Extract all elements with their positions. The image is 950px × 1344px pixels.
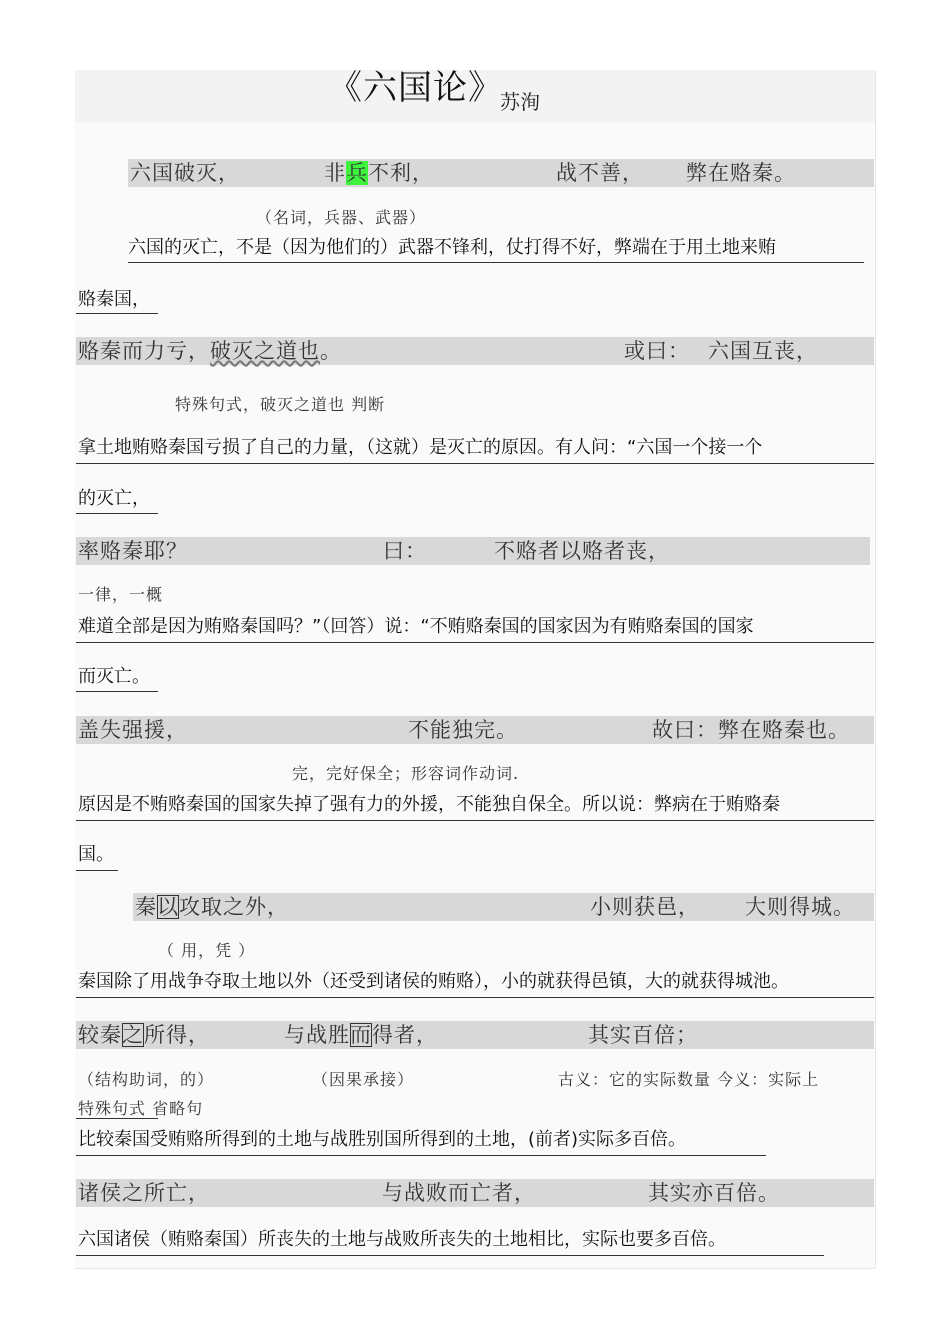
underline: [76, 820, 874, 821]
orig-3-c: 不赂者以赂者丧，: [494, 539, 670, 563]
orig-1-b3: 不利，: [368, 161, 434, 185]
annotation-1: （名词，兵器、武器）: [256, 208, 427, 227]
annotation-4: 完，完好保全；形容词作动词.: [292, 764, 520, 783]
translation-3a: 难道全部是因为贿赂秦国吗？”（回答）说：“不贿赂秦国的国家因为有贿赂秦国的国家: [78, 616, 754, 637]
annotation-2: 特殊句式，破灭之道也 判断: [175, 395, 386, 414]
translation-1a: 六国的灭亡，不是（因为他们的）武器不锋利，仗打得不好，弊端在于用土地来贿: [128, 237, 776, 258]
orig-2-a: [78, 337, 342, 365]
underline: [128, 262, 864, 263]
original-text-line-6: [76, 1021, 874, 1049]
original-text-line-1: [128, 159, 874, 187]
boxed-word-zhi: 之: [122, 1023, 144, 1047]
translation-6: 比较秦国受贿赂所得到的土地与战胜别国所得到的土地，(前者)实际多百倍。: [78, 1129, 687, 1150]
orig-1-b: [324, 159, 434, 187]
highlighted-word-bing: 兵: [346, 161, 368, 185]
original-text-line-3: [76, 537, 870, 565]
orig-3-a: 率赂秦耶？: [78, 539, 188, 563]
author-name: 苏洵: [500, 90, 540, 114]
orig-2-b: 或曰：: [624, 339, 690, 363]
orig-6-c: 其实百倍；: [588, 1023, 698, 1047]
document-title: 《六国论》: [328, 68, 503, 108]
orig-2-a1: 赂秦而力亏，: [78, 339, 210, 363]
translation-2b: 的灭亡，: [78, 488, 150, 509]
orig-2-a3: 。: [320, 339, 342, 363]
orig-1-a: 六国破灭，: [130, 161, 240, 185]
translation-2a: 拿土地贿赂秦国亏损了自己的力量，（这就）是灭亡的原因。有人问：“六国一个接一个: [78, 437, 763, 458]
orig-5-b: 小则获邑，: [590, 895, 700, 919]
orig-7-a: 诸侯之所亡，: [78, 1181, 210, 1205]
orig-6-a3: 所得，: [144, 1023, 210, 1047]
orig-6-b3: 得者，: [372, 1023, 438, 1047]
orig-5-a3: 攻取之外，: [179, 895, 289, 919]
annotation-5: （ 用，凭 ）: [158, 941, 256, 960]
orig-5-a: [135, 893, 289, 921]
annotation-6b: （因果承接）: [312, 1070, 415, 1089]
orig-1-b1: 非: [324, 161, 346, 185]
orig-3-b: 曰：: [383, 539, 427, 563]
underline: [76, 691, 158, 692]
translation-7: 六国诸侯（贿赂秦国）所丧失的土地与战败所丧失的土地相比，实际也要多百倍。: [78, 1229, 726, 1250]
underline: [76, 463, 874, 464]
underline: [76, 997, 874, 998]
translation-3b: 而灭亡。: [78, 666, 150, 687]
underline: [76, 1118, 158, 1119]
annotation-6d: 特殊句式 省略句: [78, 1099, 204, 1118]
underline: [76, 870, 118, 871]
original-text-line-7: [76, 1179, 874, 1207]
annotation-6a: （结构助词，的）: [78, 1070, 215, 1089]
orig-2-c: 六国互丧，: [708, 339, 818, 363]
boxed-word-yi: 以: [157, 895, 179, 919]
boxed-word-er: 而: [350, 1023, 372, 1047]
annotation-6c: 古义：它的实际数量 今义：实际上: [558, 1070, 820, 1089]
orig-1-c: 战不善，: [556, 161, 644, 185]
translation-5: 秦国除了用战争夺取土地以外（还受到诸侯的贿赂），小的就获得邑镇，大的就获得城池。: [78, 971, 789, 992]
orig-5-a1: 秦: [135, 895, 157, 919]
orig-7-b: 与战败而亡者，: [382, 1181, 536, 1205]
orig-6-a: [78, 1021, 210, 1049]
orig-1-d: 弊在赂秦。: [686, 161, 796, 185]
underline: [76, 513, 158, 514]
orig-4-c: 故曰：弊在赂秦也。: [652, 718, 850, 742]
original-text-line-5: [133, 893, 874, 921]
orig-5-c: 大则得城。: [745, 895, 855, 919]
orig-4-a: 盖失强援，: [78, 718, 188, 742]
underline: [76, 1255, 824, 1256]
original-text-line-2: [76, 337, 874, 365]
underline: [76, 313, 158, 314]
orig-4-b: 不能独完。: [408, 718, 518, 742]
orig-7-c: 其实亦百倍。: [648, 1181, 780, 1205]
orig-6-a1: 较秦: [78, 1023, 122, 1047]
orig-6-b: [284, 1021, 438, 1049]
orig-2-a2: 破灭之道也: [210, 339, 320, 363]
translation-1b: 赂秦国，: [78, 289, 150, 310]
translation-4b: 国。: [78, 844, 114, 865]
underline: [76, 1155, 766, 1156]
underline: [76, 642, 874, 643]
orig-6-b1: 与战胜: [284, 1023, 350, 1047]
translation-4a: 原因是不贿赂秦国的国家失掉了强有力的外援，不能独自保全。所以说：弊病在于贿赂秦: [78, 794, 780, 815]
annotation-3: 一律，一概: [78, 585, 164, 604]
original-text-line-4: [76, 716, 874, 744]
